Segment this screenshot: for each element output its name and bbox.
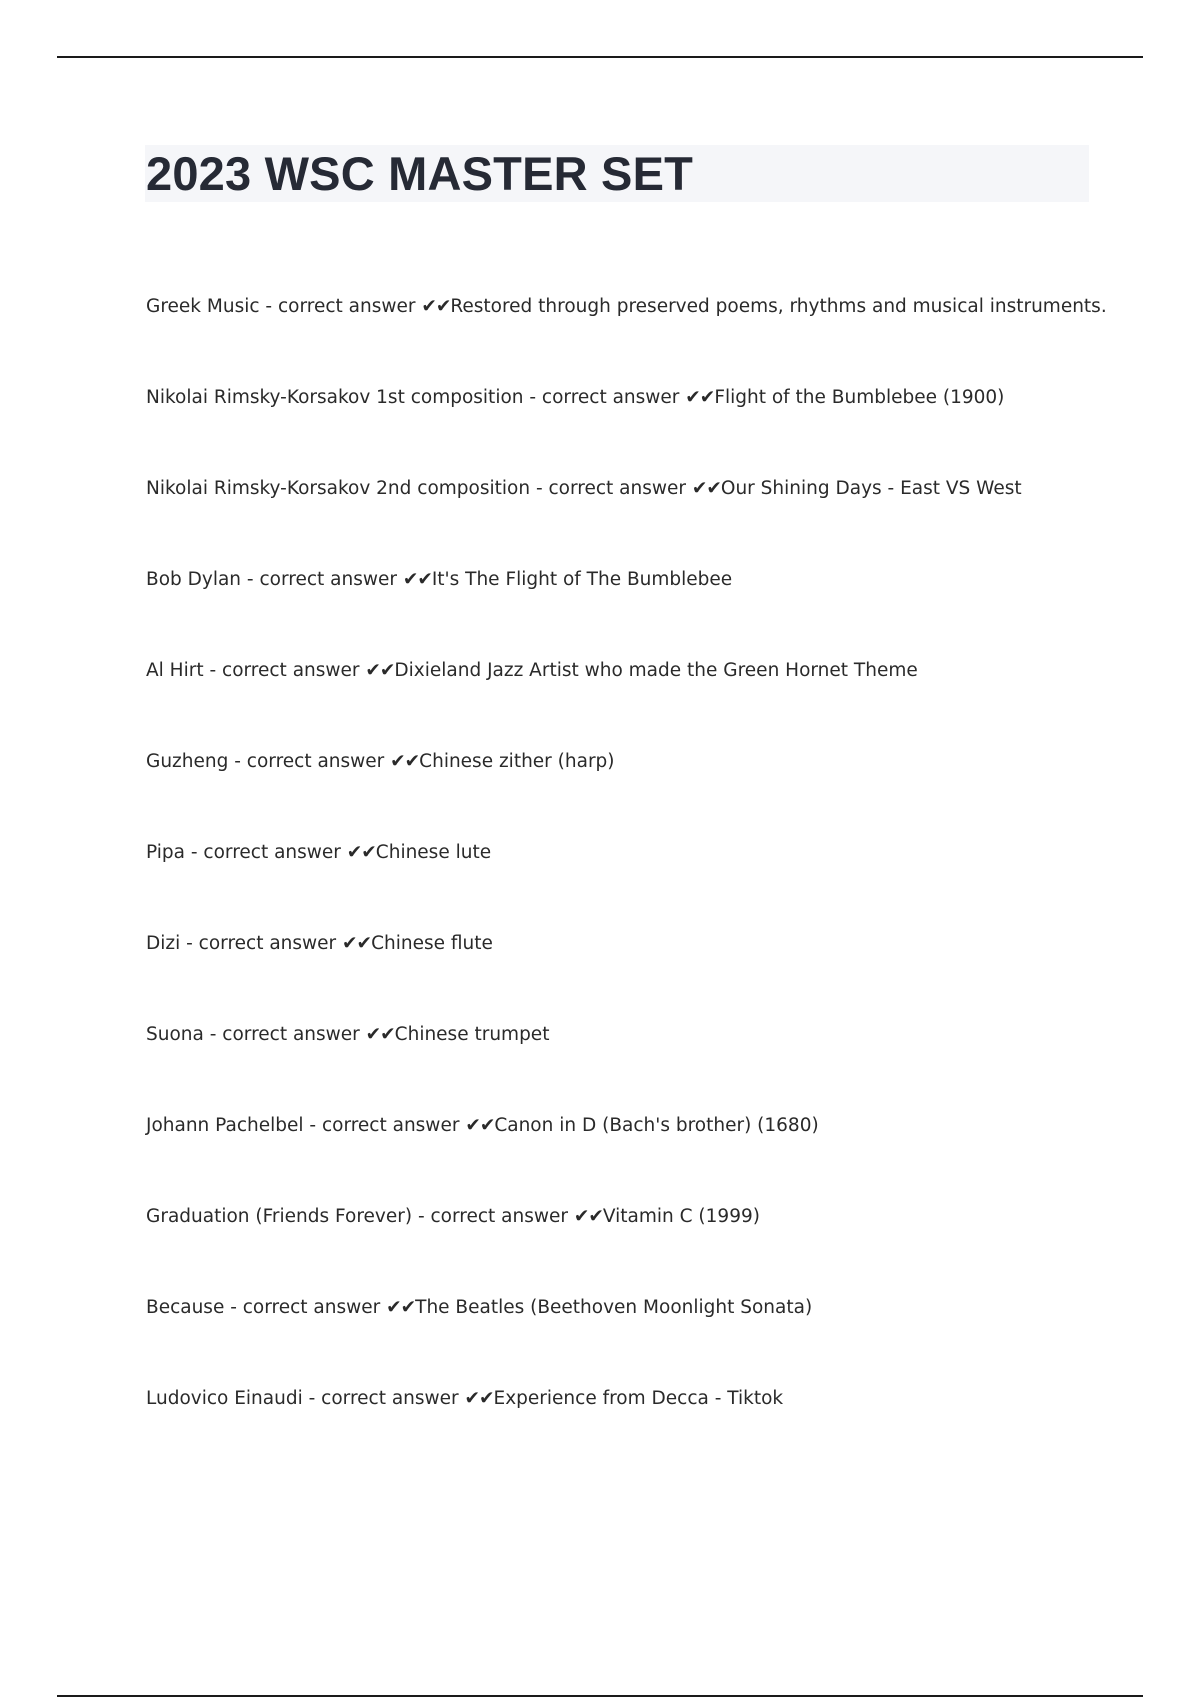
double-check-icon: ✔✔ bbox=[464, 1388, 494, 1409]
qa-term: Because bbox=[146, 1297, 225, 1318]
qa-separator: - correct answer bbox=[530, 478, 692, 499]
qa-separator: - correct answer bbox=[224, 1297, 387, 1318]
qa-separator: - correct answer bbox=[228, 751, 391, 772]
qa-term: Greek Music bbox=[146, 296, 260, 317]
qa-item bbox=[146, 926, 1106, 1017]
qa-separator: - correct answer bbox=[203, 1024, 366, 1045]
qa-separator: - correct answer bbox=[303, 1115, 466, 1136]
double-check-icon: ✔✔ bbox=[365, 1024, 395, 1045]
double-check-icon: ✔✔ bbox=[402, 569, 432, 590]
qa-item bbox=[146, 1108, 1106, 1199]
qa-answer: Vitamin C (1999) bbox=[602, 1206, 760, 1227]
qa-answer: It's The Flight of The Bumblebee bbox=[431, 569, 733, 590]
double-check-icon: ✔✔ bbox=[573, 1206, 603, 1227]
qa-term: Ludovico Einaudi bbox=[146, 1388, 303, 1409]
qa-term: Pipa bbox=[146, 842, 185, 863]
qa-term: Bob Dylan bbox=[146, 569, 242, 590]
qa-answer: Our Shining Days - East VS West bbox=[720, 478, 1022, 499]
top-rule bbox=[57, 56, 1143, 58]
double-check-icon: ✔✔ bbox=[421, 296, 451, 317]
qa-term: Suona bbox=[146, 1024, 204, 1045]
qa-term: Nikolai Rimsky-Korsakov 2nd composition bbox=[146, 478, 531, 499]
qa-separator: - correct answer bbox=[203, 660, 366, 681]
qa-term: Guzheng bbox=[146, 751, 229, 772]
qa-list bbox=[146, 289, 1106, 1472]
qa-answer: Restored through preserved poems, rhythms and musical instruments. bbox=[450, 296, 1107, 317]
qa-item bbox=[146, 380, 1106, 471]
qa-term: Graduation (Friends Forever) bbox=[146, 1206, 413, 1227]
qa-item bbox=[146, 744, 1106, 835]
qa-answer: Canon in D (Bach's brother) (1680) bbox=[494, 1115, 819, 1136]
qa-separator: - correct answer bbox=[180, 933, 343, 954]
qa-answer: The Beatles (Beethoven Moonlight Sonata) bbox=[415, 1297, 813, 1318]
qa-answer: Experience from Decca - Tiktok bbox=[493, 1388, 784, 1409]
qa-separator: - correct answer bbox=[241, 569, 403, 590]
qa-answer: Dixieland Jazz Artist who made the Green Hornet Theme bbox=[394, 660, 918, 681]
double-check-icon: ✔✔ bbox=[691, 478, 721, 499]
qa-item bbox=[146, 289, 1106, 380]
qa-answer: Chinese trumpet bbox=[394, 1024, 550, 1045]
qa-term: Al Hirt bbox=[146, 660, 204, 681]
qa-term: Nikolai Rimsky-Korsakov 1st composition bbox=[146, 387, 524, 408]
qa-answer: Flight of the Bumblebee (1900) bbox=[714, 387, 1005, 408]
qa-separator: - correct answer bbox=[184, 842, 347, 863]
qa-separator: - correct answer bbox=[412, 1206, 574, 1227]
page-title: 2023 WSC MASTER SET bbox=[146, 147, 694, 200]
qa-separator: - correct answer bbox=[523, 387, 686, 408]
qa-item bbox=[146, 1199, 1106, 1290]
qa-term: Dizi bbox=[146, 933, 181, 954]
qa-answer: Chinese flute bbox=[371, 933, 493, 954]
bottom-rule bbox=[57, 1695, 1143, 1697]
double-check-icon: ✔✔ bbox=[390, 751, 420, 772]
qa-item bbox=[146, 562, 1106, 653]
qa-item bbox=[146, 471, 1106, 562]
double-check-icon: ✔✔ bbox=[346, 842, 376, 863]
qa-item bbox=[146, 1017, 1106, 1108]
qa-term: Johann Pachelbel bbox=[146, 1115, 304, 1136]
qa-item bbox=[146, 1381, 1106, 1472]
double-check-icon: ✔✔ bbox=[342, 933, 372, 954]
qa-separator: - correct answer bbox=[302, 1388, 465, 1409]
double-check-icon: ✔✔ bbox=[685, 387, 715, 408]
qa-answer: Chinese zither (harp) bbox=[419, 751, 615, 772]
double-check-icon: ✔✔ bbox=[386, 1297, 416, 1318]
qa-item bbox=[146, 835, 1106, 926]
qa-item bbox=[146, 1290, 1106, 1381]
qa-answer: Chinese lute bbox=[375, 842, 492, 863]
qa-item bbox=[146, 653, 1106, 744]
double-check-icon: ✔✔ bbox=[465, 1115, 495, 1136]
qa-separator: - correct answer bbox=[259, 296, 422, 317]
double-check-icon: ✔✔ bbox=[365, 660, 395, 681]
